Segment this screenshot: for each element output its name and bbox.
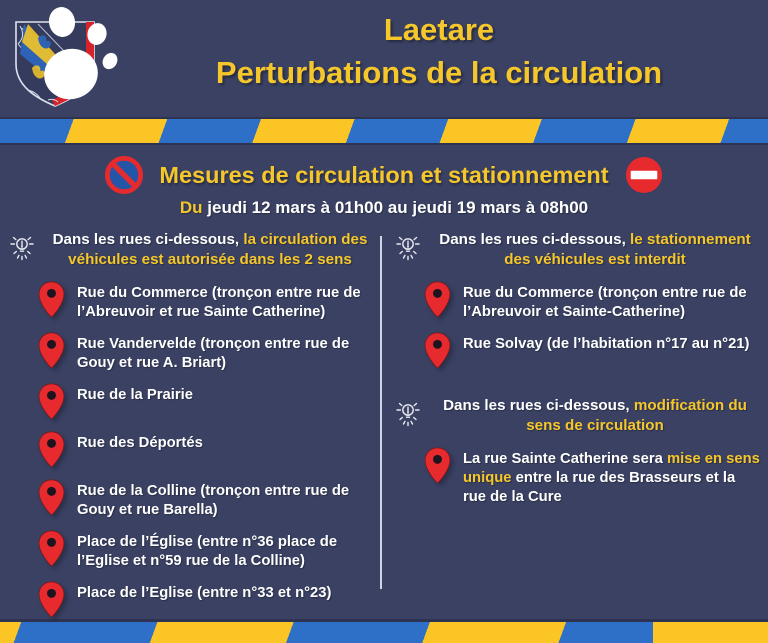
map-pin-icon — [424, 332, 451, 369]
text-part: Rue Vandervelde (tronçon entre rue de Gouy et rue A. Briart) — [77, 336, 350, 371]
left-column-header — [6, 230, 378, 270]
hazard-stripe-band-bottom — [0, 619, 768, 643]
text-part: mise en sens unique — [463, 451, 760, 486]
street-item-text — [463, 334, 749, 354]
text-part: Place de l’Église (entre n°36 place de l’Eglise et n°59 rue de la Colline) — [77, 534, 338, 569]
map-pin-icon — [424, 281, 451, 318]
text-part: Dans les rues ci-dessous, — [52, 231, 244, 248]
date-prefix: Du — [179, 198, 203, 217]
section-title: Mesures de circulation et stationnement — [159, 161, 609, 188]
main-content — [0, 145, 768, 619]
text-part: Rue du Commerce (tronçon entre rue de l’Abreuvoir et rue Sainte Catherine) — [77, 285, 361, 320]
date-range — [0, 198, 768, 218]
light-bulb-icon — [8, 233, 36, 263]
text-part: Dans les rues ci-dessous, — [439, 231, 631, 248]
page-title-block — [115, 9, 763, 95]
hazard-stripe-band-top — [0, 117, 768, 145]
right-column-header-2-text — [428, 396, 762, 436]
light-bulb-icon — [394, 399, 422, 429]
text-part: Rue de la Colline (tronçon entre rue de Gouy et rue Barella) — [77, 483, 350, 518]
column-parking-and-direction — [384, 230, 762, 619]
light-bulb-icon — [394, 233, 422, 263]
map-pin-icon — [38, 383, 65, 420]
street-item-text — [77, 385, 193, 405]
column-divider — [380, 236, 382, 589]
street-list-item — [38, 532, 378, 571]
date-text: jeudi 12 mars à 01h00 au jeudi 19 mars à 08h00 — [202, 198, 589, 217]
section-title-row — [0, 156, 768, 194]
right-column-header-1-text — [428, 230, 762, 270]
street-list-item — [424, 334, 762, 370]
column-two-way-traffic — [6, 230, 378, 619]
text-part: Rue des Déportés — [77, 435, 203, 451]
street-item-text — [77, 283, 375, 322]
left-street-list — [6, 283, 378, 619]
street-list-item — [38, 583, 378, 619]
street-list-item — [424, 449, 762, 507]
map-pin-icon — [38, 530, 65, 567]
header — [0, 0, 768, 117]
street-list-item — [38, 334, 378, 373]
no-parking-icon — [105, 156, 143, 194]
right-street-list-2 — [392, 449, 762, 507]
text-part: Rue du Commerce (tronçon entre rue de l’Abreuvoir et Sainte-Catherine) — [463, 285, 747, 320]
page-subtitle: Perturbations de la circulation — [215, 55, 663, 90]
columns — [0, 230, 768, 619]
text-part: Place de l’Eglise (entre n°33 et n°23) — [77, 585, 332, 601]
street-list-item — [424, 283, 762, 322]
map-pin-icon — [38, 332, 65, 369]
street-list-item — [38, 385, 378, 421]
street-item-text — [77, 583, 331, 603]
municipal-logo — [8, 4, 123, 114]
text-part: entre la rue des Brasseurs et la rue de la Cure — [463, 470, 736, 505]
map-pin-icon — [38, 479, 65, 516]
text-part: la circulation des véhicules est autorisée dans les 2 sens — [68, 231, 368, 268]
street-item-text — [77, 433, 203, 453]
text-part: Rue de la Prairie — [77, 387, 193, 403]
text-part: modification du sens de circulation — [526, 397, 747, 434]
street-list-item — [38, 283, 378, 322]
text-part: Dans les rues ci-dessous, — [443, 397, 634, 414]
street-item-text — [77, 481, 375, 520]
text-part: La rue Sainte Catherine sera — [463, 451, 667, 467]
right-street-list-1 — [392, 283, 762, 370]
map-pin-icon — [38, 581, 65, 618]
street-list-item — [38, 481, 378, 520]
street-item-text — [77, 334, 375, 373]
right-column-header-1 — [392, 230, 762, 270]
map-pin-icon — [424, 447, 451, 484]
spacer — [392, 370, 762, 396]
no-entry-icon — [625, 156, 663, 194]
text-part: le stationnement des véhicules est interdit — [504, 231, 751, 268]
left-column-header-text — [42, 230, 378, 270]
right-column-header-2 — [392, 396, 762, 436]
street-list-item — [38, 433, 378, 469]
map-pin-icon — [38, 431, 65, 468]
street-item-text — [77, 532, 375, 571]
page-title: Laetare — [383, 12, 495, 47]
street-item-text — [463, 283, 761, 322]
street-item-text — [463, 449, 761, 507]
map-pin-icon — [38, 281, 65, 318]
text-part: Rue Solvay (de l’habitation n°17 au n°21) — [463, 336, 750, 352]
